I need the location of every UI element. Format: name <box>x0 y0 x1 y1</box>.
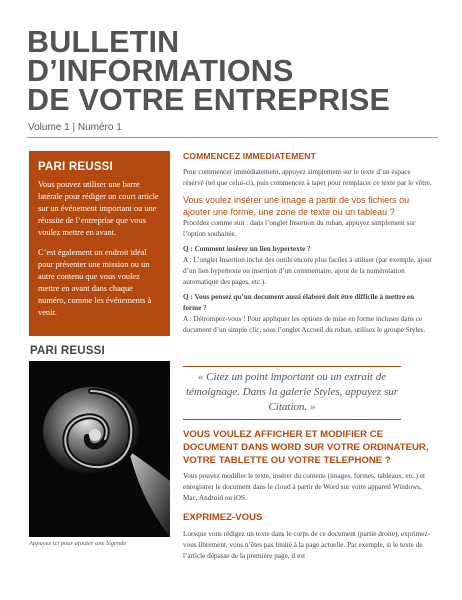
article2-paragraph: Vous pouvez modifier le texte, insérer du contenu (images, formes, tableaux, etc.) et enregistrer le document dans le cloud à partir de Word sur votre appareil Windows, Mac, Android ou iOS. <box>183 472 425 502</box>
sidebar-title: PARI REUSSI <box>38 161 113 173</box>
faq-answer-1: A : L’onglet Insertion inclut des outils encore plus faciles à utiliser (par exemple, ajout d’un lien hypertexte ou insertion d’un commentaire, ajout de la numérotation automatique des pages, etc.). <box>183 256 432 286</box>
article3-heading: EXPRIMEZ-VOUS <box>183 512 263 523</box>
main-column <box>183 151 433 336</box>
article1-subheading: Vous voulez insérer une image à partir de vos fichiers ou ajouter une forme, une zone de texte ou un tableau ? <box>183 195 410 217</box>
pull-quote-block <box>183 366 401 420</box>
sidebar-box[interactable] <box>29 151 170 336</box>
sidebar-paragraph-2: C’est également un endroit idéal pour présenter une mission ou un autre contenu que vous voulez mettre en avant dans chaque numéro, comme les événements à venir. <box>38 248 152 317</box>
article1-paragraph-2: Procédez comme suit : dans l’onglet Insertion du ruban, appuyez simplement sur l’option souhaitée. <box>183 219 416 238</box>
faq-question-1: Q : Comment insérer un lien hypertexte ? <box>183 245 311 253</box>
quote-rule-bottom <box>183 419 401 420</box>
sidebar-paragraph-1: Vous pouvez utiliser une barre latérale pour rédiger un court article sur un événement important ou une réussite de l’entreprise que vous voulez mettre en avant. <box>38 180 159 237</box>
article3-paragraph: Lorsque vous rédigez un texte dans le corps de ce document (partie droite), exprimez-vous librement, vous n’êtes pas limité à la page actuelle. Par exemple, si le texte de l’article dépasse de la première page, il est <box>183 530 431 560</box>
header-divider <box>27 137 438 138</box>
sidebar2-title: PARI REUSSI <box>30 345 105 357</box>
photo-caption[interactable]: Appuyez ici pour ajouter une légende <box>29 540 127 547</box>
faq-question-2: Q : Vous pensez qu’un document aussi élaboré doit être difficile à mettre en forme ? <box>183 293 415 312</box>
article2-heading: VOUS VOULEZ AFFICHER ET MODIFIER CE DOCUMENT DANS WORD SUR VOTRE ORDINATEUR, VOTRE TABLETTE OU VOTRE TELEPHONE ? <box>183 429 429 466</box>
cello-scroll-icon <box>29 361 170 537</box>
article1-paragraph-1: Pour commencer immédiatement, appuyez simplement sur le texte d’un espace réservé (tel que celui-ci), puis commencez à taper pour remplacer ce texte par le vôtre. <box>183 168 432 187</box>
title-line-2: D’INFORMATIONS <box>27 54 294 88</box>
pull-quote[interactable]: « Citez un point important ou un extrait de témoignage. Dans la galerie Styles, appuyez sur Citation. » <box>185 371 399 413</box>
main-column-lower <box>183 428 433 562</box>
article1-heading: COMMENCEZ IMMEDIATEMENT <box>183 151 316 161</box>
title-line-3: DE VOTRE ENTREPRISE <box>27 83 391 117</box>
faq-answer-2: A : Détrompez-vous ! Pour appliquer les options de mise en forme incluses dans ce document d’un simple clic, sous l’onglet Accueil du ruban, utilisez le groupe Styles. <box>183 315 426 334</box>
cello-scroll-photo[interactable] <box>29 361 170 537</box>
title-line-1: BULLETIN <box>27 25 180 59</box>
volume-issue: Volume 1 | Numéro 1 <box>28 122 122 133</box>
newsletter-title <box>27 25 447 117</box>
